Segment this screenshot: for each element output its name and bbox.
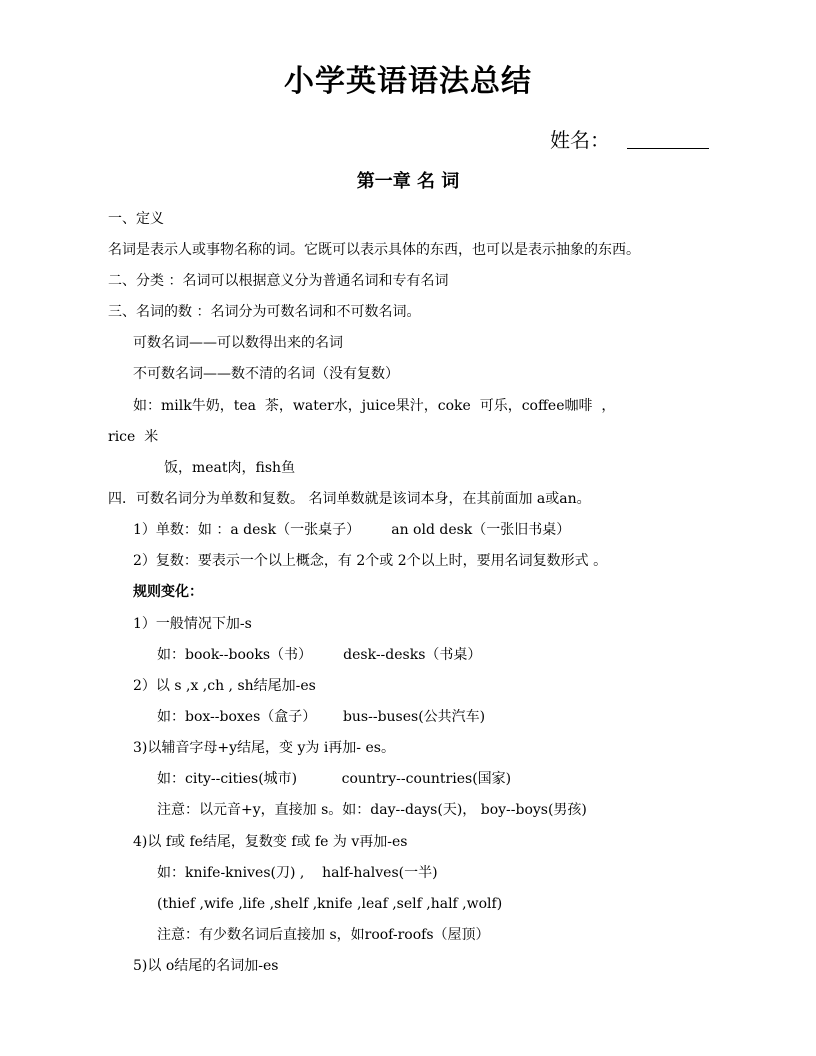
example-line: 如：book--books（书） desk--desks（书桌） [157,647,482,663]
section-heading-classification: 二、分类 ：名词可以根据意义分为普通名词和专有名词 [108,273,449,289]
example-line: 如：milk牛奶，tea 茶，water水，juice果汁，coke 可乐，coffee咖啡 ， [133,398,616,414]
example-line: rice 米 [108,429,159,445]
subheading-regular-changes: 规则变化： [133,584,203,600]
page-title: 小学英语语法总结 [284,64,532,99]
section-heading-singular-plural: 四．可数名词分为单数和复数。 名词单数就是该词本身，在其前面加 a或an。 [108,491,591,507]
example-line: 如：city--cities(城市) country--countries(国家) [157,771,512,787]
example-line: (thief ,wife ,life ,shelf ,knife ,leaf ,self ,half ,wolf) [157,896,503,912]
section-heading-definition: 一、定义 [108,211,164,227]
chapter-heading: 第一章 名 词 [356,171,460,192]
note-line: 注意：以元音+y，直接加 s。如：day--days(天)， boy--boys(男孩) [157,802,587,818]
name-label: 姓名： [550,128,610,152]
list-item: 2）复数：要表示一个以上概念，有 2个或 2个以上时，要用名词复数形式 。 [133,553,608,569]
rule-item: 1）一般情况下加-s [133,616,252,632]
rule-item: 3)以辅音字母+y结尾，变 y为 i再加- es。 [133,740,395,756]
example-line: 如：knife-knives(刀) , half-halves(一半) [157,865,438,881]
list-item: 1）单数：如 ：a desk（一张桌子） an old desk（一张旧书桌） [133,522,571,538]
list-item: 不可数名词——数不清的名词（没有复数） [133,366,399,382]
example-line: 如：box--boxes（盒子） bus--buses(公共汽车) [157,709,486,725]
example-line: 饭，meat肉，fish鱼 [164,460,296,476]
section-heading-number: 三、名词的数 ：名词分为可数名词和不可数名词。 [108,304,421,320]
rule-item: 2）以 s ,x ,ch , sh结尾加-es [133,678,316,694]
name-blank-line [627,148,709,149]
paragraph-definition: 名词是表示人或事物名称的词。它既可以表示具体的东西，也可以是表示抽象的东西。 [108,242,640,258]
list-item: 可数名词——可以数得出来的名词 [133,335,343,351]
note-line: 注意：有少数名词后直接加 s，如roof-roofs（屋顶） [157,927,490,943]
rule-item: 4)以 f或 fe结尾，复数变 f或 fe 为 v再加-es [133,834,408,850]
rule-item: 5)以 o结尾的名词加-es [133,958,279,974]
